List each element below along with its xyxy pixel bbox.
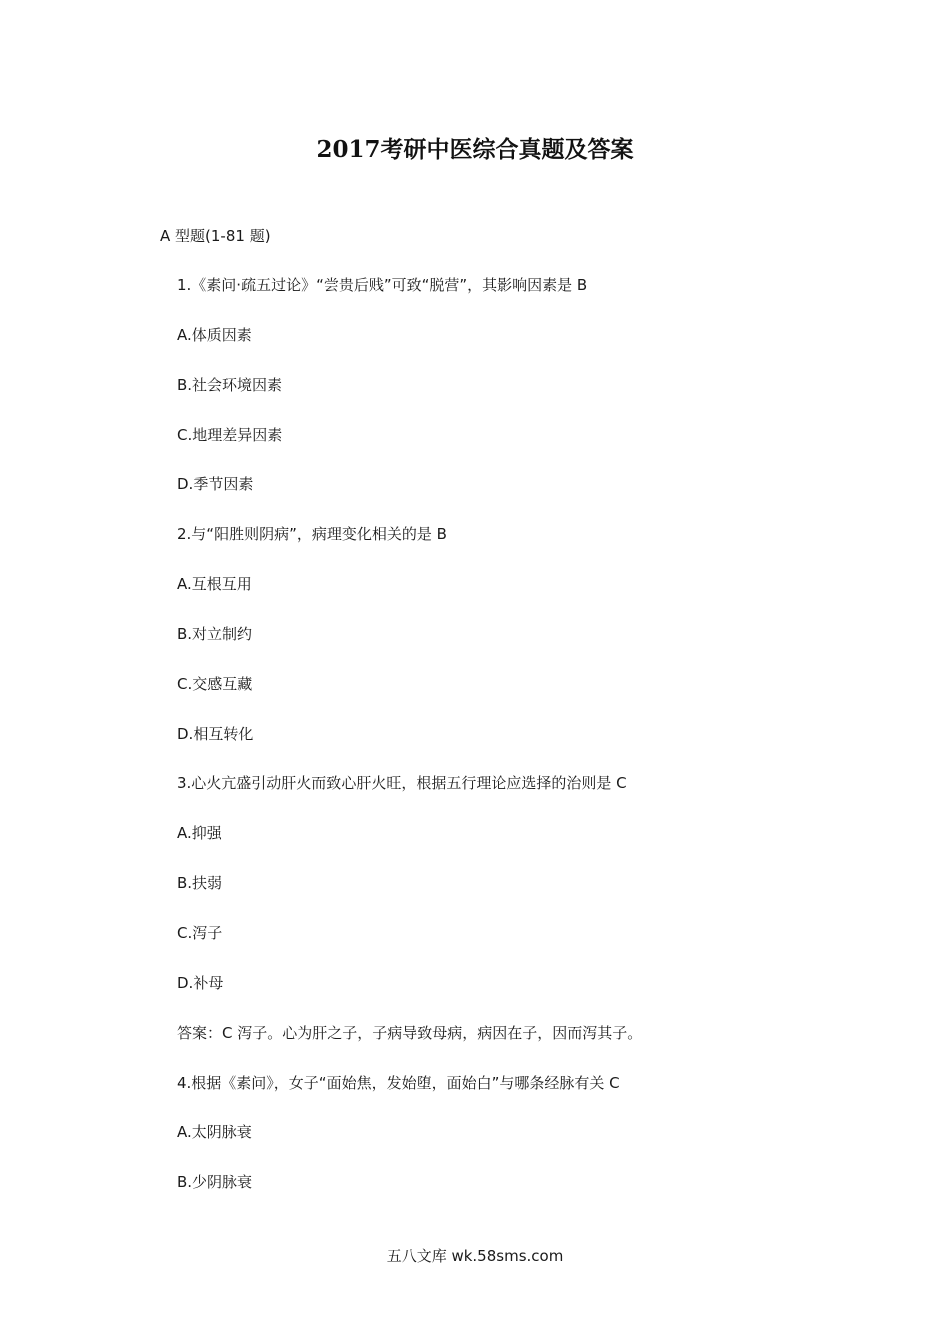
document-title: 2017考研中医综合真题及答案 xyxy=(316,136,634,163)
question-3-answer: 答案：C 泻子。心为肝之子，子病导致母病，病因在子，因而泻其子。 xyxy=(177,1023,643,1042)
question-4-option-a: A.太阴脉衰 xyxy=(177,1123,252,1142)
question-1-option-d: D.季节因素 xyxy=(177,475,254,494)
section-heading: A 型题(1-81 题) xyxy=(160,227,271,245)
question-1: 1.《素问·疏五过论》“尝贵后贱”可致“脱营”，其影响因素是 B xyxy=(177,276,588,294)
question-2: 2.与“阳胜则阴病”，病理变化相关的是 B xyxy=(177,525,447,544)
question-1-option-a: A.体质因素 xyxy=(177,325,252,344)
question-3: 3.心火亢盛引动肝火而致心肝火旺，根据五行理论应选择的治则是 C xyxy=(177,774,627,793)
page-footer: 五八文库 wk.58sms.com xyxy=(386,1247,564,1265)
question-2-option-a: A.互根互用 xyxy=(177,575,252,594)
question-3-option-c: C.泻子 xyxy=(177,923,223,942)
question-2-option-b: B.对立制约 xyxy=(177,624,253,643)
question-2-option-d: D.相互转化 xyxy=(177,724,254,743)
question-3-option-b: B.扶弱 xyxy=(177,874,223,893)
question-3-option-a: A.抑强 xyxy=(177,824,222,843)
question-3-option-d: D.补母 xyxy=(177,973,224,992)
question-1-option-b: B.社会环境因素 xyxy=(177,375,283,394)
question-4-option-b: B.少阴脉衰 xyxy=(177,1173,253,1192)
question-list xyxy=(177,275,877,1222)
question-4: 4.根据《素问》，女子“面始焦，发始堕，面始白”与哪条经脉有关 C xyxy=(177,1073,620,1092)
question-2-option-c: C.交感互藏 xyxy=(177,674,253,693)
question-1-option-c: C.地理差异因素 xyxy=(177,425,283,444)
